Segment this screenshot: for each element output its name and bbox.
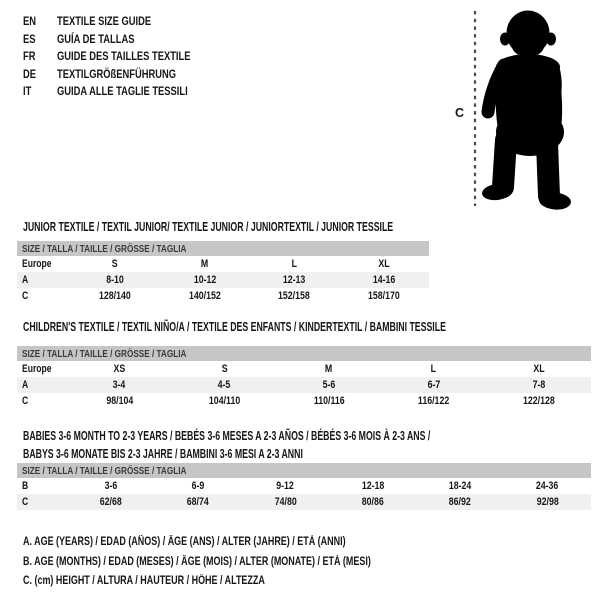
babies-table-title-line2 (17, 445, 591, 463)
babies-table-title-line1 (17, 427, 591, 445)
babies-textile-section (17, 427, 591, 510)
silhouette-ear-right (546, 33, 556, 46)
size-cell: 92/98 (536, 496, 559, 508)
row-label: Europe (22, 363, 52, 375)
size-header-row (17, 346, 591, 361)
language-code: EN (23, 14, 37, 28)
size-cell: 9-12 (276, 480, 295, 492)
table-row-age (17, 377, 591, 393)
size-cell: 3-6 (104, 480, 118, 492)
junior-table-title-text: JUNIOR TEXTILE / TEXTIL JUNIOR/ TEXTILE JUNIOR / JUNIORTEXTIL / JUNIOR TESSILE (23, 220, 394, 234)
footnote-height-cm (23, 572, 469, 592)
row-label: C (22, 395, 29, 407)
size-cell: 18-24 (448, 480, 472, 492)
babies-title-text-2: BABYS 3-6 MONATE BIS 2-3 JAHRE / BAMBINI 3-6 MESI A 2-3 ANNI (23, 447, 303, 461)
size-cell: 68/74 (186, 496, 209, 508)
row-label: C (22, 290, 29, 302)
row-label: B (22, 480, 29, 492)
size-header-text: SIZE / TALLA / TAILLE / GRÖSSE / TAGLIA (22, 347, 187, 360)
size-cell: 5-6 (322, 379, 336, 391)
row-label: A (22, 379, 29, 391)
silhouette-group (481, 11, 572, 211)
size-header-bar (17, 463, 591, 478)
size-cell: 12-18 (361, 480, 384, 492)
size-cell: 128/140 (98, 290, 131, 302)
size-cell: 86/92 (448, 496, 471, 508)
language-title: GUIDA ALLE TAGLIE TESSILI (57, 84, 188, 98)
size-cell: 80/86 (361, 496, 384, 508)
silhouette-ear-left (500, 33, 510, 46)
size-header-text: SIZE / TALLA / TAILLE / GRÖSSE / TAGLIA (22, 464, 187, 477)
size-cell: 152/158 (278, 290, 311, 302)
footnote-age-months (23, 553, 469, 573)
size-cell: 3-4 (113, 379, 126, 391)
children-textile-section (17, 321, 591, 409)
size-cell: S (221, 363, 228, 375)
size-header-row (17, 241, 429, 256)
row-label: Europe (22, 258, 52, 270)
size-header-bar (17, 346, 591, 361)
footnote-text: A. AGE (YEARS) / EDAD (AÑOS) / ÂGE (ANS) / ALTER (JAHRE) / ETÀ (ANNI) (23, 536, 346, 548)
size-cell: 74/80 (274, 496, 297, 508)
size-cell: XS (113, 363, 126, 375)
language-code: IT (23, 84, 32, 98)
footnote-text: B. AGE (MONTHS) / EDAD (MESES) / ÂGE (MOIS) / ALTER (MONATE) / ETÀ (MESI) (23, 555, 371, 568)
silhouette-arm-right (552, 68, 555, 103)
size-cell: 140/152 (188, 290, 221, 302)
baby-silhouette-icon (440, 5, 585, 215)
size-cell: M (200, 258, 209, 270)
size-cell: 8-10 (106, 274, 124, 286)
table-row-months (17, 478, 591, 494)
size-cell: 24-36 (536, 480, 559, 492)
size-cell: 4-5 (217, 379, 231, 391)
silhouette-leg-right (547, 143, 549, 196)
height-measure-label: C (455, 106, 465, 120)
table-row-europe (17, 256, 429, 272)
size-cell: 10-12 (193, 274, 216, 286)
language-row-de (23, 66, 228, 84)
silhouette-leg-left (503, 140, 506, 187)
size-cell: 14-16 (372, 274, 396, 286)
size-cell: L (431, 363, 437, 375)
size-cell: L (291, 258, 298, 270)
legend-footnotes (17, 533, 469, 592)
junior-textile-section (17, 221, 429, 304)
table-row-age (17, 272, 429, 288)
size-cell: 6-9 (191, 480, 205, 492)
language-code: FR (23, 49, 36, 63)
size-cell: XL (378, 258, 390, 270)
table-row-height (17, 393, 591, 409)
size-cell: 104/110 (208, 395, 240, 407)
language-row-it (23, 83, 228, 101)
table-row-europe (17, 361, 591, 377)
size-cell: 98/104 (105, 395, 133, 407)
footnote-text: C. (cm) HEIGHT / ALTURA / HAUTEUR / HÖHE / ALTEZZA (23, 575, 265, 587)
language-code: ES (23, 31, 36, 46)
size-cell: XL (532, 363, 545, 375)
size-cell: 7-8 (532, 379, 545, 391)
size-cell: 122/128 (522, 395, 555, 407)
language-title: GUÍA DE TALLAS (57, 31, 135, 46)
table-row-height (17, 494, 591, 510)
children-table-title (17, 321, 591, 334)
size-cell: 12-13 (283, 274, 306, 286)
size-cell: 6-7 (427, 379, 441, 391)
size-cell: 116/122 (418, 395, 450, 407)
children-table-title-text: CHILDREN'S TEXTILE / TEXTIL NIÑO/A / TEXTILE DES ENFANTS / KINDERTEXTIL / BAMBINI TESSILE (23, 320, 446, 334)
language-title: TEXTILE SIZE GUIDE (57, 14, 152, 28)
silhouette-jaw (512, 35, 544, 57)
row-label: C (22, 496, 29, 508)
size-cell: 110/116 (313, 395, 345, 407)
size-cell: 62/68 (99, 496, 122, 508)
language-code: DE (23, 66, 37, 81)
size-cell: 158/170 (368, 290, 401, 302)
footnote-age-years (23, 533, 469, 553)
language-title-list (23, 13, 228, 101)
language-row-fr (23, 48, 228, 66)
row-label: A (22, 274, 29, 286)
size-cell: M (325, 363, 333, 375)
table-row-height (17, 288, 429, 304)
size-header-row (17, 463, 591, 478)
language-title: GUIDE DES TAILLES TEXTILE (57, 49, 191, 63)
junior-size-table (17, 241, 429, 304)
babies-size-table (17, 463, 591, 510)
language-row-es (23, 31, 228, 49)
size-header-text: SIZE / TALLA / TAILLE / GRÖSSE / TAGLIA (22, 242, 187, 255)
junior-table-title (17, 221, 429, 234)
language-title: TEXTILGRÖßENFÜHRUNG (57, 66, 177, 81)
size-header-bar (17, 241, 429, 256)
children-size-table (17, 346, 591, 409)
babies-table-title (17, 427, 591, 463)
babies-title-text-1: BABIES 3-6 MONTH TO 2-3 YEARS / BEBÉS 3-6 MESES A 2-3 AÑOS / BÉBÉS 3-6 MOIS À 2-3 ANS / (23, 429, 431, 443)
language-row-en (23, 13, 228, 31)
size-cell: S (111, 258, 118, 270)
